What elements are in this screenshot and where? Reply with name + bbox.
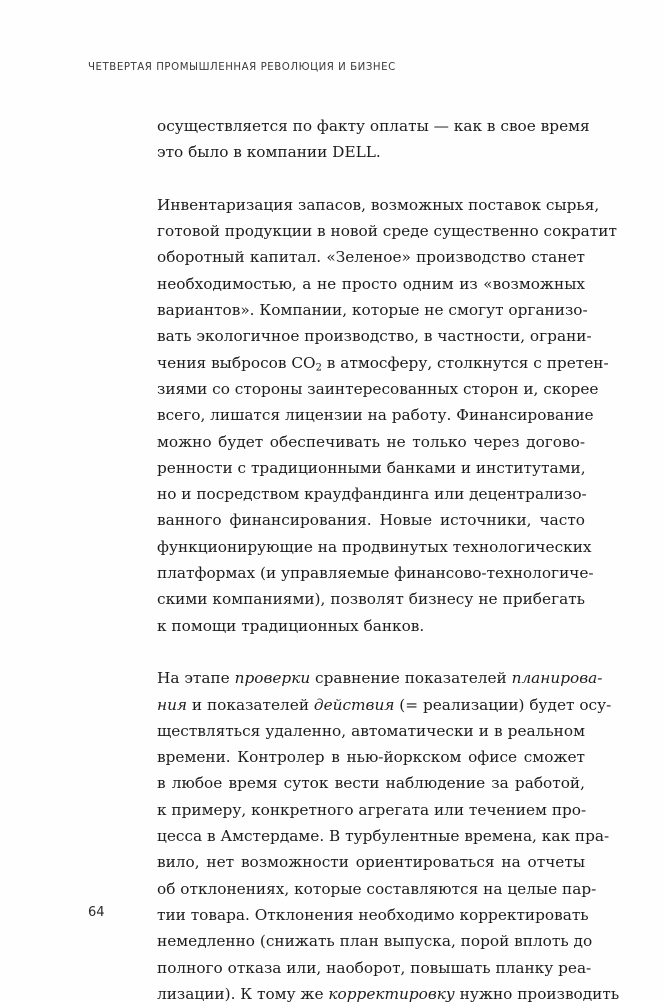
text-line: к примеру, конкретного агрегата или течением про- [157, 800, 587, 819]
paragraph-2 [157, 192, 617, 639]
text-line [157, 665, 603, 691]
text-line: в любое время суток вести наблюдение за работой, [157, 774, 585, 793]
text-line: но и посредством краудфандинга или децентрализо- [157, 485, 587, 504]
text-line: Инвентаризация запасов, возможных поставок сырья, [157, 195, 600, 214]
text-line: немедленно (снижать план выпуска, порой вплоть до [157, 932, 593, 951]
text-line [157, 350, 609, 376]
text-segment: (= реализации) будет осу- [394, 695, 612, 714]
text-line: оборотный капитал. «Зеленое» производство станет [157, 248, 585, 267]
text-line [157, 981, 620, 1007]
paragraph-1 [157, 113, 590, 166]
text-line: вать экологичное производство, в частности, ограни- [157, 327, 592, 346]
text-line: осуществляется по факту оплаты — как в свое время [157, 117, 590, 135]
text-segment: На этапе [157, 669, 235, 688]
text-line: времени. Контролер в нью-йоркском офисе сможет [157, 748, 585, 767]
text-line: ванного финансирования. Новые источники, часто [157, 511, 585, 530]
paragraph-3 [157, 665, 620, 1007]
text-line: скими компаниями), позволят бизнесу не прибегать [157, 590, 585, 609]
text-line: ренности с традиционными банками и институтами, [157, 458, 586, 477]
text-line: вариантов». Компании, которые не смогут организо- [157, 301, 588, 320]
text-line: к помощи традиционных банков. [157, 616, 425, 635]
text-line: необходимостью, а не просто одним из «возможных [157, 274, 585, 293]
text-line: можно будет обеспечивать не только через догово- [157, 432, 585, 451]
text-line: всего, лишатся лицензии на работу. Финансирование [157, 406, 594, 425]
text-line: зиями со стороны заинтересованных сторон и, скорее [157, 379, 599, 398]
text-line: тии товара. Отклонения необходимо корректировать [157, 905, 589, 924]
text-line: ществляться удаленно, автоматически и в реальном [157, 721, 585, 740]
text-line [157, 692, 612, 718]
italic-term: планирова- [511, 669, 603, 688]
subscript: 2 [315, 362, 322, 374]
text-segment: в атмосферу, столкнутся с претен- [321, 353, 609, 372]
italic-term: действия [313, 695, 395, 714]
text-segment: сравнение показателей [310, 669, 512, 688]
text-line: об отклонениях, которые составляются на целые пар- [157, 879, 597, 898]
text-line: это было в компании DELL. [157, 143, 381, 162]
text-line: готовой продукции в новой среде существенно сократит [157, 222, 617, 241]
page-number: 64 [88, 905, 105, 920]
text-segment: лизации). К тому же [157, 984, 329, 1003]
text-segment: и показателей [187, 695, 314, 714]
text-line: полного отказа или, наоборот, повышать планку реа- [157, 958, 592, 977]
body-text [157, 113, 620, 1007]
text-line: платформах (и управляемые финансово-технологиче- [157, 564, 594, 583]
text-segment: нужно производить [454, 984, 620, 1003]
text-line: функционирующие на продвинутых технологических [157, 537, 592, 556]
text-line: цесса в Амстердаме. В турбулентные времена, как пра- [157, 827, 610, 846]
running-head: ЧЕТВЕРТАЯ ПРОМЫШЛЕННАЯ РЕВОЛЮЦИЯ И БИЗНЕС [88, 62, 396, 73]
italic-term: корректировку [328, 984, 455, 1003]
text-segment: чения выбросов CO [157, 353, 316, 372]
text-line: вило, нет возможности ориентироваться на отчеты [157, 853, 585, 872]
italic-term: ния [157, 695, 188, 714]
italic-term: проверки [234, 669, 311, 688]
